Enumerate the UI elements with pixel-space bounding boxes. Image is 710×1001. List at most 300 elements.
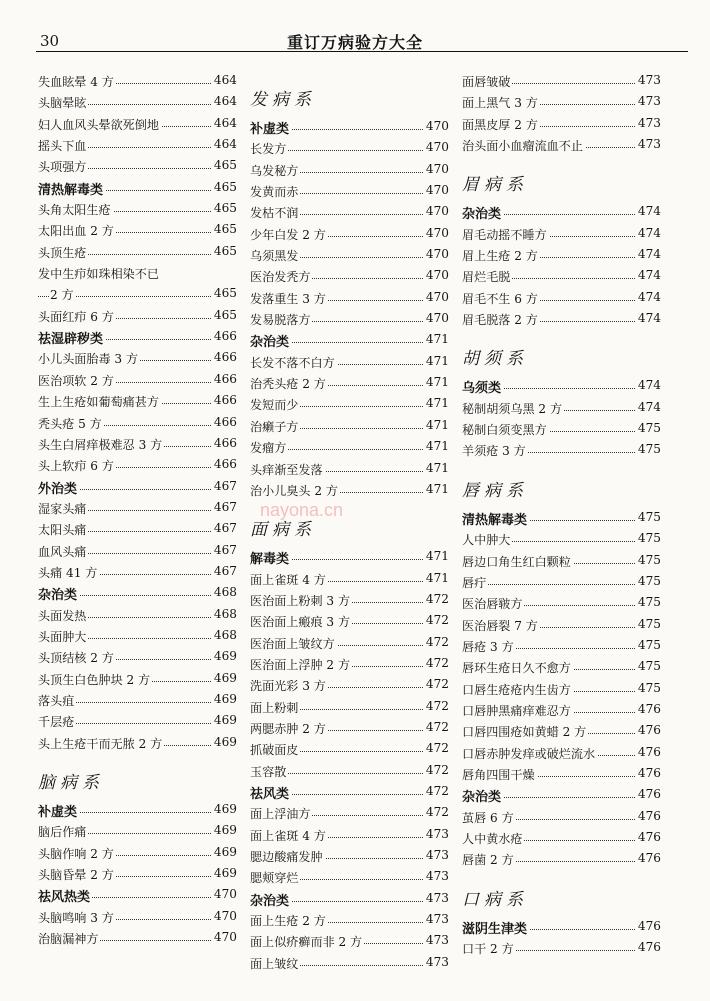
entry-title: 口唇赤肿发痒或破烂流水 xyxy=(462,746,596,761)
toc-entry xyxy=(38,433,237,454)
page-ref: 473 xyxy=(637,137,661,152)
page-ref: 465 xyxy=(213,243,237,258)
page-ref: 470 xyxy=(425,140,449,155)
entry-title: 脑后作痛 xyxy=(38,825,87,840)
toc-entry xyxy=(250,137,449,158)
page-ref: 472 xyxy=(425,634,449,649)
toc-entry xyxy=(250,952,449,973)
toc-entry xyxy=(462,91,661,112)
page-ref: 474 xyxy=(637,399,661,414)
toc-entry xyxy=(250,674,449,695)
section-heading xyxy=(462,870,661,916)
page-ref: 470 xyxy=(213,930,237,945)
page-ref: 469 xyxy=(213,713,237,728)
page-ref: 476 xyxy=(637,787,661,802)
category-heading xyxy=(250,116,449,137)
entry-title: 头顶结核 2 方 xyxy=(38,651,114,666)
toc-entry xyxy=(250,159,449,180)
category-title: 清热解毒类 xyxy=(38,179,105,198)
toc-entry xyxy=(462,763,661,784)
entry-title: 眉毛动摇不睡方 xyxy=(462,227,547,242)
entry-title: 人中肿大 xyxy=(462,533,511,548)
entry-title: 医治唇裂 7 方 xyxy=(462,618,538,633)
page-ref: 472 xyxy=(425,698,449,713)
category-heading xyxy=(462,201,661,222)
toc-entry xyxy=(250,244,449,265)
toc-entry xyxy=(250,845,449,866)
page-ref: 472 xyxy=(425,762,449,777)
toc-entry xyxy=(38,91,237,112)
toc-entry xyxy=(38,710,237,731)
entry-title: 千层疮 xyxy=(38,715,75,730)
toc-entry xyxy=(462,699,661,720)
toc-entry xyxy=(462,848,661,869)
page-ref: 473 xyxy=(425,933,449,948)
page-ref: 476 xyxy=(637,940,661,954)
page-ref: 471 xyxy=(425,570,449,585)
page-ref: 470 xyxy=(425,225,449,240)
entry-title: 医治唇皲方 xyxy=(462,597,523,612)
entry-title: 面上雀斑 4 方 xyxy=(250,572,326,587)
page-ref: 469 xyxy=(213,734,237,749)
entry-title: 面上粉刺 xyxy=(250,700,299,715)
entry-title: 口唇四围疮如黄蜡 2 方 xyxy=(462,725,587,740)
toc-entry xyxy=(250,717,449,738)
page-ref: 476 xyxy=(637,851,661,866)
entry-title: 面上生疮 2 方 xyxy=(250,914,326,929)
category-title: 杂治类 xyxy=(250,890,291,909)
page-ref: 474 xyxy=(637,247,661,262)
page-ref: 469 xyxy=(213,844,237,859)
category-title: 杂治类 xyxy=(462,786,503,805)
toc-entry xyxy=(250,180,449,201)
category-title: 杂治类 xyxy=(38,584,79,603)
toc-entry xyxy=(38,906,237,927)
entry-title: 两腮赤肿 2 方 xyxy=(250,721,326,736)
entry-title: 医治面上瘢痕 3 方 xyxy=(250,615,351,630)
entry-title: 秘制白须变黑方 xyxy=(462,423,547,438)
toc-entry xyxy=(462,678,661,699)
toc-entry xyxy=(462,827,661,848)
entry-title: 治秃头疮 2 方 xyxy=(250,377,326,392)
category-heading xyxy=(250,888,449,909)
section-title: 发病系 xyxy=(250,90,316,110)
page-ref: 475 xyxy=(637,659,661,674)
page-ref: 467 xyxy=(213,499,237,514)
entry-title: 长发不落不白方 xyxy=(250,355,335,370)
toc-entry xyxy=(462,937,661,958)
toc-entry xyxy=(462,614,661,635)
entry-title: 医治面上皱纹方 xyxy=(250,636,335,651)
category-title: 杂治类 xyxy=(250,331,291,350)
section-heading xyxy=(462,461,661,507)
page-ref: 467 xyxy=(213,521,237,536)
entry-title: 发落重生 3 方 xyxy=(250,291,326,306)
entry-title: 口唇肿黑痛痒难忍方 xyxy=(462,703,571,718)
toc-entry xyxy=(38,347,237,368)
toc-entry xyxy=(462,592,661,613)
page-ref: 471 xyxy=(425,549,449,564)
entry-title: 秃头疮 5 方 xyxy=(38,416,102,431)
page-ref: 468 xyxy=(213,585,237,600)
page-ref: 471 xyxy=(425,460,449,475)
page-ref: 470 xyxy=(425,204,449,219)
page-ref: 472 xyxy=(425,805,449,820)
category-title: 清热解毒类 xyxy=(462,509,529,528)
entry-title: 头项强方 xyxy=(38,160,87,175)
toc-entry xyxy=(38,390,237,411)
toc-entry xyxy=(462,265,661,286)
entry-title: 口干 2 方 xyxy=(462,942,514,956)
toc-entry xyxy=(38,412,237,433)
toc-entry xyxy=(462,134,661,155)
section-title: 眉病系 xyxy=(462,175,528,196)
toc-entry xyxy=(38,113,237,134)
page-ref: 473 xyxy=(637,94,661,109)
toc-entry xyxy=(250,909,449,930)
page-ref: 466 xyxy=(213,329,237,344)
toc-entry xyxy=(38,497,237,518)
toc-entry xyxy=(38,369,237,390)
page-ref: 473 xyxy=(637,115,661,130)
toc-entry xyxy=(250,308,449,329)
toc-entry xyxy=(38,518,237,539)
toc-entry xyxy=(250,393,449,414)
category-title: 外治类 xyxy=(38,478,79,497)
page-ref: 473 xyxy=(425,912,449,927)
page-ref: 468 xyxy=(213,606,237,621)
toc-entry xyxy=(462,223,661,244)
section-heading xyxy=(38,753,237,799)
entry-title: 头痒渐至发落 xyxy=(250,462,323,477)
section-title: 面病系 xyxy=(250,520,316,541)
toc-entry xyxy=(38,305,237,326)
entry-title: 唇环生疮日久不愈方 xyxy=(462,661,571,676)
toc-entry xyxy=(462,528,661,549)
page-ref: 474 xyxy=(637,204,661,219)
toc-column-3 xyxy=(462,70,661,958)
toc-entry xyxy=(250,458,449,479)
page-ref: 474 xyxy=(637,268,661,283)
entry-title: 头脑作响 2 方 xyxy=(38,846,114,861)
entry-title: 眉毛脱落 2 方 xyxy=(462,313,538,328)
page-ref: 471 xyxy=(425,396,449,411)
category-heading xyxy=(38,884,237,905)
entry-title: 眉毛不生 6 方 xyxy=(462,291,538,306)
page-ref: 475 xyxy=(637,616,661,631)
page-ref: 472 xyxy=(425,655,449,670)
page-ref: 470 xyxy=(425,268,449,283)
toc-entry xyxy=(38,540,237,561)
toc-entry xyxy=(250,568,449,589)
category-heading xyxy=(250,546,449,567)
page-ref: 476 xyxy=(637,918,661,933)
page-ref: 472 xyxy=(425,783,449,798)
toc-entry xyxy=(38,283,237,304)
page-ref: 470 xyxy=(425,311,449,326)
page-ref: 471 xyxy=(425,332,449,347)
toc-entry xyxy=(250,351,449,372)
page-ref: 470 xyxy=(213,908,237,923)
entry-title: 治脑漏神方 xyxy=(38,932,99,947)
page-ref: 467 xyxy=(213,478,237,493)
category-title: 祛湿辟秽类 xyxy=(38,328,105,347)
toc-entry xyxy=(250,824,449,845)
page-ref: 469 xyxy=(213,802,237,816)
entry-title: 头顶生疮 xyxy=(38,245,87,260)
toc-entry xyxy=(38,219,237,240)
page-ref: 469 xyxy=(213,649,237,664)
page-ref: 465 xyxy=(213,201,237,216)
entry-title: 眉上生疮 2 方 xyxy=(462,249,538,264)
entry-title: 面上雀斑 4 方 xyxy=(250,828,326,843)
entry-title: 头顶生白色肿块 2 方 xyxy=(38,672,151,687)
page-ref: 472 xyxy=(425,741,449,756)
page-ref: 465 xyxy=(213,158,237,173)
category-heading xyxy=(38,582,237,603)
toc-entry xyxy=(38,198,237,219)
toc-entry xyxy=(250,653,449,674)
page-ref: 471 xyxy=(425,375,449,390)
page-ref: 476 xyxy=(637,723,661,738)
page-ref: 473 xyxy=(637,73,661,87)
entry-title: 失血眩晕 4 方 xyxy=(38,75,114,89)
toc-entry xyxy=(250,415,449,436)
entry-title: 头面红疖 6 方 xyxy=(38,309,114,324)
entry-title: 头角太阳生疮 xyxy=(38,203,111,218)
entry-title: 腮边酸痛发肿 xyxy=(250,850,323,864)
section-heading xyxy=(462,329,661,375)
toc-entry xyxy=(462,439,661,460)
toc-entry xyxy=(462,720,661,741)
toc-entry xyxy=(38,863,237,884)
page-ref: 465 xyxy=(213,222,237,237)
entry-title: 发中生疖如珠相染不已 xyxy=(38,267,159,282)
entry-title: 面黑皮厚 2 方 xyxy=(462,117,538,132)
category-heading xyxy=(462,784,661,805)
entry-title: 头上软疖 6 方 xyxy=(38,459,114,474)
toc-entry xyxy=(38,604,237,625)
toc-entry xyxy=(250,372,449,393)
entry-title: 生上生疮如葡萄痛甚方 xyxy=(38,395,159,410)
entry-title: 乌须黑发 xyxy=(250,249,299,264)
page-ref: 475 xyxy=(637,680,661,695)
page-ref: 475 xyxy=(637,595,661,610)
entry-title: 发短而少 xyxy=(250,398,299,413)
toc-entry xyxy=(250,930,449,951)
page-ref: 476 xyxy=(637,765,661,780)
toc-entry xyxy=(250,201,449,222)
toc-entry xyxy=(250,760,449,781)
page-ref: 474 xyxy=(637,225,661,240)
toc-entry xyxy=(38,646,237,667)
toc-entry xyxy=(250,610,449,631)
entry-title: 治头面小血瘤流血不止 xyxy=(462,139,583,154)
entry-title: 医治发秃方 xyxy=(250,270,311,285)
toc-entry xyxy=(462,635,661,656)
page-ref: 473 xyxy=(425,890,449,905)
section-heading xyxy=(250,70,449,116)
entry-title: 口唇生疮疮内生齿方 xyxy=(462,682,571,697)
entry-title: 唇边口角生红白颗粒 xyxy=(462,554,571,569)
entry-title: 落头疽 xyxy=(38,693,75,708)
category-heading xyxy=(250,329,449,350)
page-ref: 472 xyxy=(425,591,449,606)
entry-title: 发枯不润 xyxy=(250,206,299,221)
page-ref: 473 xyxy=(425,869,449,884)
page-ref: 475 xyxy=(637,531,661,546)
toc-entry xyxy=(38,241,237,262)
entry-title: 少年白发 2 方 xyxy=(250,227,326,242)
toc-entry xyxy=(250,436,449,457)
entry-title: 唇疔 xyxy=(462,575,487,590)
toc-entry xyxy=(38,134,237,155)
entry-title: 太阳头痛 xyxy=(38,523,87,538)
page-header xyxy=(0,0,710,50)
page-ref: 467 xyxy=(213,563,237,578)
page-ref: 476 xyxy=(637,701,661,716)
toc-entry xyxy=(462,113,661,134)
entry-title: 头脑昏晕 2 方 xyxy=(38,868,114,883)
page-ref: 470 xyxy=(425,119,449,133)
category-heading xyxy=(38,326,237,347)
entry-title: 医治项软 2 方 xyxy=(38,373,114,388)
page-ref: 465 xyxy=(213,286,237,301)
toc-entry xyxy=(38,842,237,863)
page-ref: 472 xyxy=(425,613,449,628)
book-title: 重订万病验方大全 xyxy=(286,33,423,52)
entry-title: 摇头下血 xyxy=(38,139,87,154)
category-heading xyxy=(462,916,661,937)
page-ref: 471 xyxy=(425,417,449,432)
category-heading xyxy=(250,781,449,802)
entry-title: 小儿头面胎毒 3 方 xyxy=(38,352,139,367)
entry-title: 秘制胡须乌黑 2 方 xyxy=(462,401,563,416)
page-ref: 470 xyxy=(213,887,237,902)
page-ref: 475 xyxy=(637,573,661,588)
toc-entry xyxy=(38,454,237,475)
toc-column-2 xyxy=(250,70,449,973)
page-ref: 471 xyxy=(425,439,449,454)
toc-entry xyxy=(38,155,237,176)
page-ref: 466 xyxy=(213,371,237,386)
entry-title: 面上似疥癣而非 2 方 xyxy=(250,935,363,950)
toc-entry xyxy=(38,820,237,841)
category-title: 乌须类 xyxy=(462,377,503,396)
page-ref: 468 xyxy=(213,627,237,642)
toc-entry xyxy=(462,244,661,265)
section-heading xyxy=(462,155,661,201)
entry-title: 头脑晕眩 xyxy=(38,96,87,111)
page-ref: 475 xyxy=(637,421,661,436)
toc-entry xyxy=(38,689,237,710)
page-ref: 474 xyxy=(637,311,661,326)
entry-title: 面上黑气 3 方 xyxy=(462,96,538,111)
entry-title: 长发方 xyxy=(250,142,287,157)
toc-entry xyxy=(462,656,661,677)
page-ref: 469 xyxy=(213,823,237,838)
toc-entry xyxy=(462,397,661,418)
dot-leader xyxy=(462,584,639,585)
page-ref: 470 xyxy=(425,247,449,262)
toc-entry xyxy=(462,70,661,91)
toc-entry xyxy=(250,223,449,244)
header-rule xyxy=(36,51,688,52)
toc-entry xyxy=(462,571,661,592)
entry-title: 洗面光彩 3 方 xyxy=(250,679,326,694)
page-ref: 464 xyxy=(213,115,237,130)
entry-title: 发瘤方 xyxy=(250,441,287,456)
toc-entry xyxy=(462,287,661,308)
entry-title: 面上皱纹 xyxy=(250,956,299,971)
section-title: 口病系 xyxy=(462,889,528,910)
toc-entry xyxy=(462,742,661,763)
entry-title: 湿家头痛 xyxy=(38,501,87,516)
toc-entry xyxy=(38,70,237,91)
category-heading xyxy=(38,177,237,198)
category-heading xyxy=(38,476,237,497)
entry-title: 抓破面皮 xyxy=(250,743,299,758)
entry-title: 医治面上粉刺 3 方 xyxy=(250,593,351,608)
entry-title: 唇菌 2 方 xyxy=(462,853,514,868)
page-ref: 469 xyxy=(213,866,237,881)
toc-entry xyxy=(250,287,449,308)
entry-title: 头面发热 xyxy=(38,608,87,623)
entry-title: 治癞子方 xyxy=(250,419,299,434)
entry-title: 羊须疮 3 方 xyxy=(462,444,526,459)
page-ref: 475 xyxy=(637,552,661,567)
toc-entry xyxy=(250,738,449,759)
page-ref: 466 xyxy=(213,435,237,450)
entry-title: 2 方 xyxy=(50,288,74,303)
entry-title: 医治面上浮肿 2 方 xyxy=(250,657,351,672)
page-ref: 466 xyxy=(213,393,237,408)
toc-entry xyxy=(250,866,449,887)
category-title: 解毒类 xyxy=(250,548,291,567)
toc-entry xyxy=(462,308,661,329)
entry-title: 发黄而赤 xyxy=(250,185,299,200)
entry-title: 唇疮 3 方 xyxy=(462,639,514,654)
toc-entry xyxy=(462,550,661,571)
page-ref: 464 xyxy=(213,137,237,152)
entry-title: 玉容散 xyxy=(250,764,287,779)
page-ref: 471 xyxy=(425,353,449,368)
entry-title: 太阳出血 2 方 xyxy=(38,224,114,239)
category-heading xyxy=(462,375,661,396)
page-ref: 476 xyxy=(637,808,661,823)
toc-entry xyxy=(250,696,449,717)
section-title: 脑病系 xyxy=(38,773,104,793)
entry-title: 血风头痛 xyxy=(38,544,87,559)
entry-title: 乌发秘方 xyxy=(250,163,299,178)
entry-title: 治小儿臭头 2 方 xyxy=(250,483,338,498)
entry-title: 妇人血风头晕欲死倒地 xyxy=(38,117,159,132)
page-number: 30 xyxy=(40,32,60,50)
category-title: 杂治类 xyxy=(462,203,503,222)
page-ref: 471 xyxy=(425,481,449,496)
toc-entry xyxy=(250,632,449,653)
toc-entry xyxy=(250,802,449,823)
section-title: 唇病系 xyxy=(462,480,528,501)
entry-title: 面上浮油方 xyxy=(250,807,311,822)
category-heading xyxy=(38,799,237,820)
page-ref: 469 xyxy=(213,691,237,706)
toc-entry-line xyxy=(38,262,237,283)
entry-title: 唇角四围干燥 xyxy=(462,767,535,782)
page-ref: 470 xyxy=(425,289,449,304)
page-ref: 465 xyxy=(213,179,237,194)
entry-title: 头生白屑痒极难忍 3 方 xyxy=(38,437,163,452)
